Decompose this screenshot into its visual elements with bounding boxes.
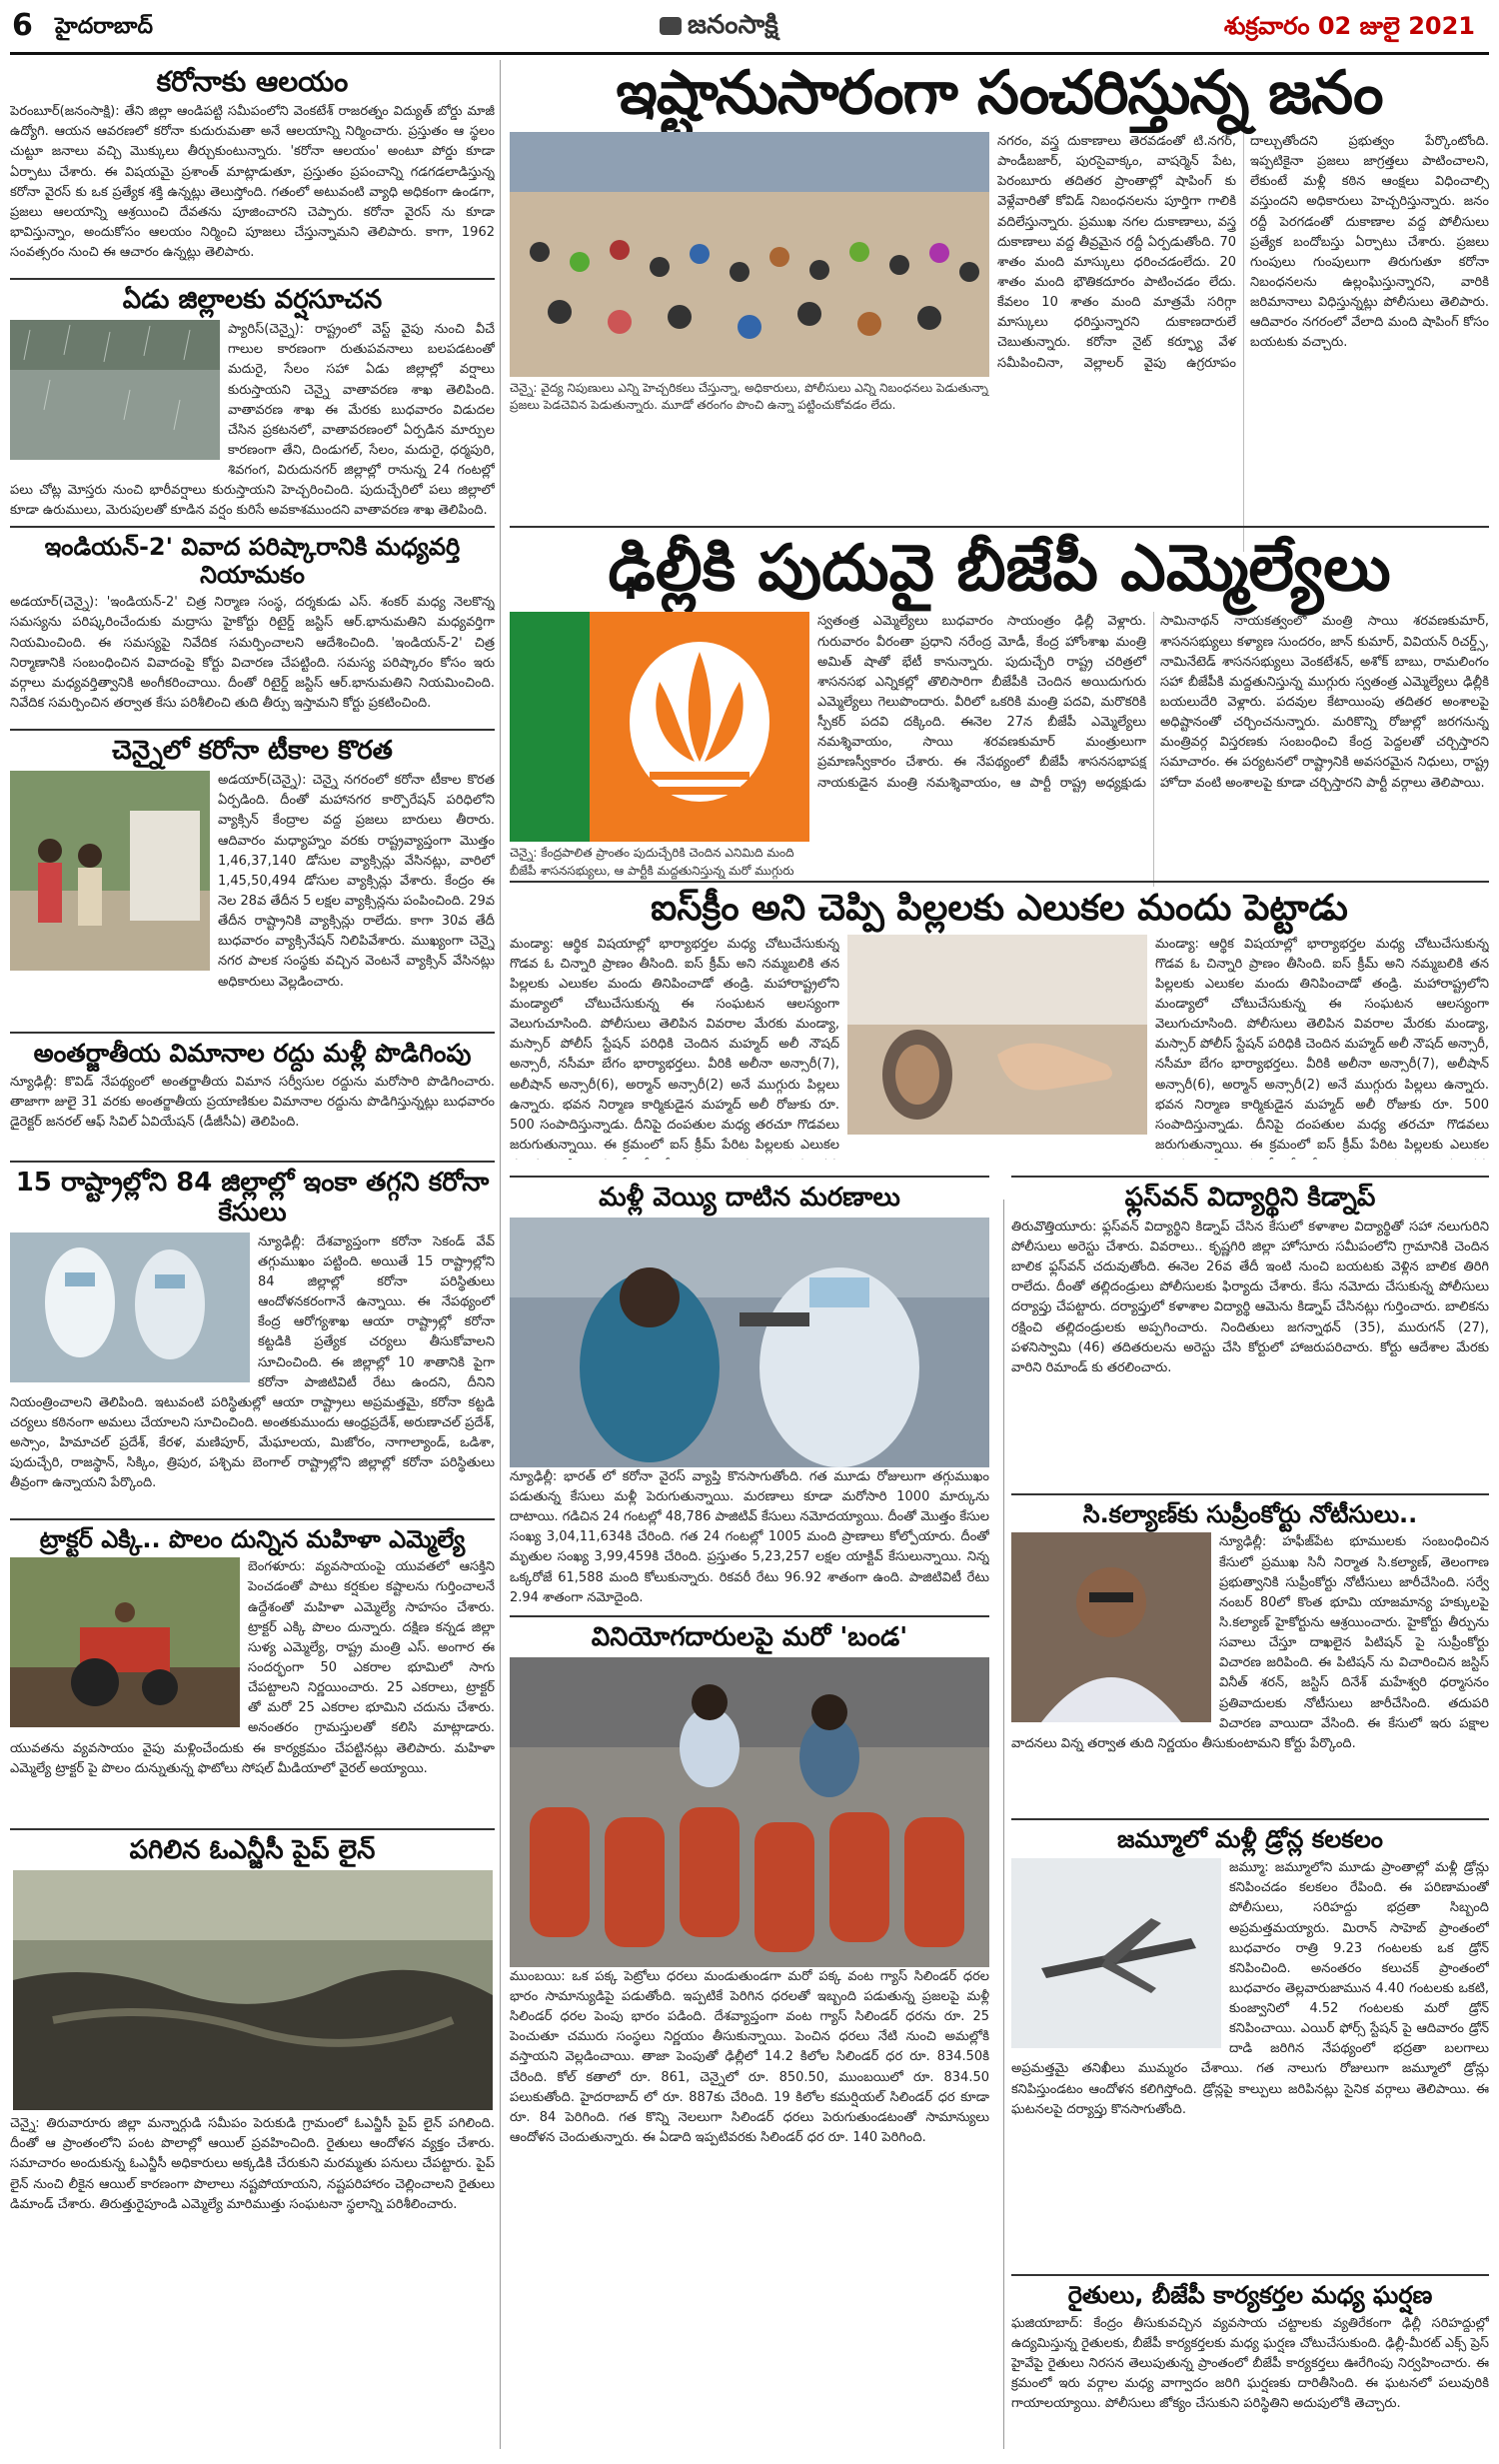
- headline: చెన్నైలో కరోనా టీకాల కొరత: [112, 736, 393, 767]
- headline: ఇండియన్-2' వివాద పరిష్కారానికి మధ్యవర్తి నియామకం: [44, 533, 461, 589]
- article-delhi-bjp: [510, 520, 1489, 878]
- headline: ఏడు జిల్లాలకు వర్షసూచన: [122, 285, 383, 316]
- headline: రైతులు, బీజేపీ కార్యకర్తల మధ్య ఘర్షణ: [1067, 2281, 1433, 2310]
- headline: వినియోగదారులపై మరో 'బండ': [591, 1622, 908, 1652]
- headline: 15 రాష్ట్రాల్లోని 84 జిల్లాల్లో ఇంకా తగ్గని కరోనా కేసులు: [15, 1167, 490, 1228]
- crowd-illustration: [510, 132, 989, 377]
- headline: జమ్మూలో మళ్లీ డ్రోన్ల కలకలం: [1117, 1825, 1383, 1854]
- article-body: బెంగళూరు: వ్యవసాయంపై యువతలో ఆసక్తిని పెంచడంతో పాటు కర్షకుల కష్టాలను గుర్తించాలనే ఉద్దేశంతో మహిళా ఎమ్మెల్యే సాహసం చేశారు. ట్రాక్టర్ ఎక్కి పొలం దున్నారు. దక్షిణ కన్నడ జిల్లా సుళ్య ఎమ్మెల్యే, రాష్ట్ర మంత్రి ఎస్. అంగార ఈ సందర్భంగా 50 ఎకరాల భూమిలో సాగు చేపట్టాలని నిర్ణయించారు. 25 ఎకరాలు, ట్రాక్టర్ తో మరో 25 ఎకరాల భూమిని చదును చేశారు. అనంతరం గ్రామస్తులతో కలిసి మాట్లాడారు. యువతను వ్యవసాయం వైపు మళ్లించేందుకు ఈ కార్యక్రమం చేపట్టినట్లు తెలిపారు. మహిళా ఎమ్మెల్యే ట్రాక్టర్ పై పొలం దున్నుతున్న ఫొటోలు సోషల్ మీడియాలో వైరల్ అయ్యాయి.: [10, 1559, 495, 1776]
- article-body-continued: మండ్యా: ఆర్థిక విషయాల్లో భార్యాభర్తల మధ్య చోటుచేసుకున్న గొడవ ఓ చిన్నారి ప్రాణం తీసింది. ఐస్ క్రీమ్ అని నమ్మబలికి తన పిల్లలకు ఎలుకల మందు తినిపించాడో తండ్రి. మహారాష్ట్రలోని మండ్యాలో చోటుచేసుకున్న ఈ సంఘటన ఆలస్యంగా వెలుగుచూసింది. పోలీసులు తెలిపిన వివరాల మేరకు మండ్యా, మస్సార్ పోలీస్ స్టేషన్ పరిధికి చెందిన మహ్మద్ అలీ నౌషద్ అన్సారీ, నసీమా బేగం భార్యాభర్తలు. వీరికి అలీనా అన్సారీ(7), అలీషాన్ అన్సారీ(6), అర్మాన్ అన్సారీ(2) అనే ముగ్గురు పిల్లలు ఉన్నారు. భవన నిర్మాణ కార్మికుడైన మహ్మద్ అలీ రోజుకు రూ. 500 సంపాదిస్తున్నాడు. దీనిపై దంపతుల మధ్య తరచూ గొడవలు జరుగుతున్నాయి. ఈ క్రమంలో ఐస్ క్రీమ్ పేరిట పిల్లలకు ఎలుకల: [1155, 936, 1489, 1153]
- article-deaths: [510, 1170, 989, 1605]
- article-jammu: [1011, 1818, 1489, 2268]
- lpg-cylinders-illustration: [510, 1657, 989, 1967]
- divider: [510, 881, 1489, 883]
- divider: [10, 1032, 495, 1034]
- divider: [510, 526, 1489, 528]
- column-divider: [1003, 1200, 1004, 2449]
- article-body: అడయార్(చెన్నై): చెన్నై నగరంలో కరోనా టీకాల కొరత ఏర్పడింది. దీంతో మహానగర కార్పొరేషన్ పరిధిలోని వ్యాక్సిన్ కేంద్రాల వద్ద ప్రజలు బారులు తీరారు. ఆదివారం మధ్యాహ్నం వరకు రాష్ట్రవ్యాప్తంగా మొత్తం 1,46,37,140 డోసుల వ్యాక్సిన్లు వేసినట్లు, వారిలో 1,45,50,494 డోసుల వ్యాక్సిన్లు వేశారు. కేంద్రం ఈ నెల 28వ తేదీన 5 లక్షల వ్యాక్సిన్లను పంపించింది. 29వ తేదీన రాష్ట్రానికి వ్యాక్సిన్లు రాలేదు. కాగా 30వ తేదీ బుధవారం వ్యాక్సినేషన్ నిలిపివేశారు. ముఖ్యంగా చెన్నై నగర పాలక సంస్థకు వచ్చిన వెంటనే వ్యాక్సిన్ వేసినట్లు అధికారులు వెల్లడించారు.: [218, 773, 495, 990]
- divider: [10, 526, 495, 528]
- newspaper-logo: [660, 10, 778, 46]
- headline: సి.కల్యాణ్‌కు సుప్రీంకోర్టు నోటీసులు..: [1082, 1499, 1418, 1528]
- article-icecream: [510, 875, 1489, 1165]
- ppe-workers-illustration: [10, 1232, 250, 1382]
- article-rain-forecast: [10, 286, 495, 520]
- headline: పగిలిన ఓఎన్జీసీ పైప్ లైన్: [129, 1835, 376, 1866]
- divider: [10, 1161, 495, 1163]
- article-flaswan: [1011, 1176, 1489, 1487]
- article-body: న్యూఢిల్లీ: హఫీజ్‌పేట భూములకు సంబంధించిన కేసులో ప్రముఖ సినీ నిర్మాత సి.కల్యాణ్, తెలంగాణ ప్రభుత్వానికి సుప్రీంకోర్టు నోటీసులు జారీచేసింది. సర్వే నంబర్ 80లో కొంత భూమి యాజమాన్య హక్కులపై సి.కల్యాణ్ హైకోర్టును ఆశ్రయించారు. హైకోర్టు తీర్పును సవాలు చేస్తూ దాఖలైన పిటిషన్ పై సుప్రీంకోర్టు విచారణ జరిపింది. ఈ పిటిషన్ ను విచారించిన జస్టిస్ వినీత్ శరన్, జస్టిస్ దినేశ్ మహేశ్వరి ధర్మాసనం ప్రతివాదులకు నోటీసులు జారీచేసింది. తదుపరి విచారణ వాయిదా వేసింది. ఈ కేసులో ఇరు పక్షాల వాదనలు విన్న తర్వాత తుది నిర్ణయం తీసుకుంటామని కోర్టు పేర్కొంది.: [1011, 1534, 1489, 1751]
- divider: [510, 1176, 989, 1178]
- article-body: మండ్యా: ఆర్థిక విషయాల్లో భార్యాభర్తల మధ్య చోటుచేసుకున్న గొడవ ఓ చిన్నారి ప్రాణం తీసింది. ఐస్ క్రీమ్ అని నమ్మబలికి తన పిల్లలకు ఎలుకల మందు తినిపించాడో తండ్రి. మహారాష్ట్రలోని మండ్యాలో చోటుచేసుకున్న ఈ సంఘటన ఆలస్యంగా వెలుగుచూసింది. పోలీసులు తెలిపిన వివరాల మేరకు మండ్యా, మస్సార్ పోలీస్ స్టేషన్ పరిధికి చెందిన మహ్మద్ అలీ నౌషద్ అన్సారీ, నసీమా బేగం భార్యాభర్తలు. వీరికి అలీనా అన్సారీ(7), అలీషాన్ అన్సారీ(6), అర్మాన్ అన్సారీ(2) అనే ముగ్గురు పిల్లలు ఉన్నారు. భవన నిర్మాణ కార్మికుడైన మహ్మద్ అలీ రోజుకు రూ. 500 సంపాదిస్తున్నాడు. దీనిపై దంపతుల మధ్య తరచూ గొడవలు జరుగుతున్నాయి. ఈ క్రమంలో ఐస్ క్రీమ్ పేరిట పిల్లలకు ఎలుకల: [510, 936, 839, 1153]
- article-body: అడయార్(చెన్నై): 'ఇండియన్-2' చిత్ర నిర్మాణ సంస్థ, దర్శకుడు ఎస్. శంకర్ మధ్య నెలకొన్న సమస్యను పరిష్కరించేందుకు మద్రాసు హైకోర్టు రిటైర్డ్ జస్టిస్ ఆర్.భానుమతిని మధ్యవర్తిగా నియమించింది. ఈ సమస్యపై నివేదిక సమర్పించాలని ఆదేశించింది. 'ఇండియన్-2' చిత్ర నిర్మాణానికి సంబంధించిన వివాదంపై కోర్టు విచారణ చేపట్టింది. సమస్య పరిష్కారం కోసం ఇరు వర్గాలు మధ్యవర్తిత్వానికి అంగీకరించాయి. దీంతో రిటైర్డ్ జస్టిస్ ఆర్.భానుమతిని నియమించింది. నివేదిక సమర్పించిన తర్వాత కేసు పరిశీలించి తుది తీర్పు ఇస్తామని కోర్టు ప్రకటించింది.: [10, 595, 495, 711]
- article-body: జమ్మూ: జమ్మూలోని మూడు ప్రాంతాల్లో మళ్లీ డ్రోన్లు కనిపించడం కలకలం రేపింది. ఈ పరిణామంతో పోలీసులు, సరిహద్దు భద్రతా సిబ్బంది అప్రమత్తమయ్యారు. మిరాన్ సాహెబ్ ప్రాంతంలో బుధవారం రాత్రి 9.23 గంటలకు ఒక డ్రోన్ కనిపించింది. అనంతరం కలుచక్ ప్రాంతంలో బుధవారం తెల్లవారుజామున 4.40 గంటలకు ఒకటి, కుంజ్వానిలో 4.52 గంటలకు మరో డ్రోన్ కనిపించాయి. ఎయిర్ ఫోర్స్ స్టేషన్ పై ఆదివారం డ్రోన్ దాడి జరిగిన నేపథ్యంలో భద్రతా బలగాలు అప్రమత్తమై తనిఖీలు ముమ్మరం చేశాయి. గత నాలుగు రోజులుగా జమ్మూలో డ్రోన్లు కనిపిస్తుండటం ఆందోళన కలిగిస్తోంది. డ్రోన్లపై కాల్పులు జరిపినట్లు సైనిక వర్గాలు తెలిపాయి. ఈ ఘటనలపై దర్యాప్తు కొనసాగుతోంది.: [1011, 1860, 1489, 2117]
- right-column: [1011, 1170, 1489, 2449]
- article-body: ముంబయి: ఒక పక్క పెట్రోలు ధరలు మండుతుండగా మరో పక్క వంట గ్యాస్ సిలిండర్ ధరల భారం సామాన్యుడిపై పడుతోంది. ఇప్పటికే పెరిగిన ధరలతో ఇబ్బంది పడుతున్న ప్రజలపై మళ్లీ సిలిండర్ ధరల పెంపు భారం పడింది. దేశవ్యాప్తంగా వంట గ్యాస్ సిలిండర్ ధరను రూ. 25 పెంచుతూ చమురు సంస్థలు నిర్ణయం తీసుకున్నాయి. పెంచిన ధరలు నేటి నుంచి అమల్లోకి వస్తాయని వెల్లడించాయి. తాజా పెంపుతో ఢిల్లీలో 14.2 కిలోల సిలిండర్ ధర రూ. 834.50కి చేరింది. కోల్ కతాలో రూ. 861, చెన్నైలో రూ. 850.50, ముంబయిలో రూ. 834.50 పలుకుతోంది. హైదరాబాద్ లో రూ. 887కు చేరింది. 19 కిలోల కమర్షియల్ సిలిండర్ ధర కూడా రూ. 84 పెరిగింది. గత కొన్ని నెలలుగా సిలిండర్ ధరలు పెరుగుతుండటంతో సామాన్యులు ఆందోళన చెందుతున్నారు. ఈ ఏడాది ఇప్పటివరకు సిలిండర్ ధర రూ. 140 పెరిగింది.: [510, 1968, 989, 2146]
- article-body: న్యూఢిల్లీ: భారత్ లో కరోనా వైరస్ వ్యాప్తి కొనసాగుతోంది. గత మూడు రోజులుగా తగ్గుముఖం పడుతున్న కేసులు మళ్లీ పెరుగుతున్నాయి. మరణాలు కూడా మరోసారి 1000 మార్కును దాటాయి. గడిచిన 24 గంటల్లో 48,786 పాజిటివ్ కేసులు నమోదయ్యాయి. దీంతో మొత్తం కేసుల సంఖ్య 3,04,11,634కి చేరింది. గత 24 గంటల్లో 1005 మంది ప్రాణాలు కోల్పోయారు. దీంతో మృతుల సంఖ్య 3,99,459కి చేరింది. ప్రస్తుతం 5,23,257 లక్షల యాక్టివ్ కేసులున్నాయి. నిన్న ఒక్కరోజే 61,588 మంది కోలుకున్నారు. రికవరీ రేటు 96.92 శాతంగా ఉంది. పాజిటివిటీ రేటు 2.94 శాతంగా నమోదైంది.: [510, 1468, 989, 1605]
- headline: ఫ్లస్‌వన్ విద్యార్థిని కిడ్నాప్: [1124, 1183, 1376, 1213]
- edition-city: హైదరాబాద్: [55, 14, 153, 39]
- drone-photo: [1011, 1858, 1221, 2048]
- article-ongc: [10, 1836, 495, 2254]
- divider: [1011, 2274, 1489, 2276]
- article-body: పెరంబూర్(జనంసాక్షి): తేని జిల్లా ఆండిపట్టి సమీపంలోని వెంకటేశ్ రాజరత్నం విద్యుత్ బోర్డు మాజీ ఉద్యోగి. ఆయన ఆవరణలో కరోనా కుదురుమతా అనే ఆలయాన్ని నిర్మించారు. ప్రస్తుతం ఆ స్థలం చుట్టూ జనాలు వచ్చి మొక్కులు తీర్చుకుంటున్నారు. 'కరోనా ఆలయం' అంటూ పోర్డు కూడా ఏర్పాటు చేశారు. ఈ విషయమై ప్రశాంత్ మాట్లాడుతూ, ప్రస్తుతం ప్రపంచాన్ని గడగడలాడిస్తున్న కరోనా వైరస్ కు ఒక ప్రత్యేక శక్తి ఉన్నట్లు తెలుస్తోంది. గతంలో అటువంటి వ్యాధి అధికంగా ఉండగా, ప్రజలు ఆలయాన్ని ఆశ్రయించి దేవతను పూజించారని చెప్పారు. కరోనా వైరస్ ను కూడా భావిస్తున్నాం, అందుకోసం ఆలయం నిర్మించి పూజలు చేస్తున్నామని తెలిపారు. కాగా, 1962 సంవత్సరం నుంచి ఈ ఆచారం ఉన్నట్లు తెలిపారు.: [10, 104, 495, 261]
- article-body: తిరువొత్తియూరు: ఫ్లస్‌వన్ విద్యార్థిని కిడ్నాప్ చేసిన కేసులో కళాశాల విద్యార్థితో సహా నలుగురిని పోలీసులు అరెస్టు చేశారు. వివరాలు.. కృష్ణగిరి జిల్లా హోసూరు సమీపంలోని గ్రామానికి చెందిన బాలిక ఫ్లస్‌వన్ చదువుతోంది. ఈనెల 26వ తేదీ ఇంటి నుంచి బయటకు వెళ్లిన బాలిక తిరిగి రాలేదు. దీంతో తల్లిదండ్రులు పోలీసులకు ఫిర్యాదు చేశారు. కేసు నమోదు చేసుకున్న పోలీసులు దర్యాప్తు చేపట్టారు. దర్యాప్తులో కళాశాల విద్యార్థి ఆమెను కిడ్నాప్ చేసినట్లు గుర్తించారు. బాలికను రక్షించి తల్లిదండ్రులకు అప్పగించారు. నిందితులు జగన్నాథన్ (35), మురుగన్ (27), పళనిస్వామి (46) తదితరులను అరెస్టు చేసి కోర్టులో హాజరుపరిచారు. కోర్టు ఆదేశాల మేరకు వారిని రిమాండ్ కు తరలించారు.: [1011, 1219, 1489, 1375]
- article-tractor: [10, 1526, 495, 1823]
- masthead-rule: [10, 52, 1489, 55]
- divider: [10, 1828, 495, 1830]
- article-body: స్వతంత్ర ఎమ్మెల్యేలు బుధవారం సాయంత్రం ఢిల్లీ వెళ్లారు. గురువారం వీరంతా ప్రధాని నరేంద్ర మోడీ, కేంద్ర హోంశాఖ మంత్రి అమిత్ షాతో భేటీ కానున్నారు. పుదుచ్చేరి రాష్ట్ర చరిత్రలో శాసనసభ ఎన్నికల్లో తొలిసారిగా బీజేపీకి చెందిన అయిదుగురు ఎమ్మెల్యేలు గెలుపొందారు. వీరిలో ఒకరికి మంత్రి పదవి, మరొకరికి స్పీకర్ పదవి దక్కింది. ఈనెల 27న బీజేపీ ఎమ్మెల్యేలు నమశ్శివాయం, సాయి శరవణకుమార్ మంత్రులుగా ప్రమాణస్వీకారం చేశారు. ఈ నేపథ్యంలో బీజేపీ శాసనసభాపక్ష నాయకుడైన మంత్రి నమశ్శివాయం, ఆ పార్టీ రాష్ట్ర అధ్యక్షుడు సామినాథన్ నాయకత్వంలో మంత్రి సాయి శరవణకుమార్, శాసనసభ్యులు కళ్యాణ సుందరం, జాన్ కుమార్, వివియన్ రిచర్డ్స్, నామినేటెడ్ శాసనసభ్యులు వెంకటేశన్, అశోక్ బాబు, రామలింగం సహా బీజేపీకి మద్దతునిస్తున్న ముగ్గురు స్వతంత్ర ఎమ్మెల్యేలు ఢిల్లీకి బయలుదేరి వెళ్లారు. పదవుల కేటాయింపు తదితర అంశాలపై అధిష్టానంతో చర్చించనున్నారు. మరికొన్ని రోజుల్లో జరగనున్న మంత్రివర్గ విస్తరణకు సంబంధించి కేంద్ర పెద్దలతో చర్చిస్తారని సమాచారం. ఈ పర్యటనలో రాష్ట్రానికి అవసరమైన నిధులు, రాష్ట్ర హోదా వంటి అంశాలపై కూడా చర్చిస్తారని పార్టీ వర్గాలు తెలిపాయి.: [817, 614, 1489, 791]
- issue-date: శుక్రవారం 02 జులై 2021: [1223, 12, 1475, 40]
- article-body: ఘజియాబాద్: కేంద్రం తీసుకువచ్చిన వ్యవసాయ చట్టాలకు వ్యతిరేకంగా ఢిల్లీ సరిహద్దుల్లో ఉద్యమిస్తున్న రైతులకు, బీజేపీ కార్యకర్తలకు మధ్య ఘర్షణ చోటుచేసుకుంది. ఢిల్లీ-మీరట్ ఎక్స్ ప్రెస్ హైవేపై రైతులు నిరసన తెలుపుతున్న ప్రాంతంలో బీజేపీ కార్యకర్తలు ఊరేగింపు నిర్వహించారు. ఈ క్రమంలో ఇరు వర్గాల మధ్య వాగ్వాదం జరిగి ఘర్షణకు దారితీసింది. ఈ ఘటనలో పలువురికి గాయాలయ్యాయి. పోలీసులు జోక్యం చేసుకుని పరిస్థితిని అదుపులోకి తెచ్చారు.: [1011, 2315, 1489, 2412]
- article-body: న్యూఢిల్లీ: కొవిడ్ నేపథ్యంలో అంతర్జాతీయ విమాన సర్వీసుల రద్దును మరోసారి పొడిగించారు. తాజాగా జులై 31 వరకు అంతర్జాతీయ ప్రయాణికుల విమానాల రద్దును పొడిగిస్తున్నట్లు బుధవారం డైరెక్టర్ జనరల్ ఆఫ్ సివిల్ ఏవియేషన్ (డీజీసీఏ) తెలిపింది.: [10, 1074, 495, 1131]
- ppe-workers-photo: [10, 1232, 250, 1382]
- headline: ఢిల్లీకి పుదువై బీజేపీ ఎమ్మెల్యేలు: [608, 532, 1391, 606]
- rain-photo: [10, 320, 220, 460]
- page-number: 6: [12, 8, 33, 43]
- tractor-photo: [10, 1557, 240, 1727]
- divider: [1011, 1493, 1489, 1495]
- hand-illustration: [847, 935, 1147, 1135]
- headline: కరోనాకు ఆలయం: [156, 65, 349, 98]
- logo-icon: [660, 17, 682, 35]
- kalyan-photo: [1011, 1532, 1211, 1722]
- article-body: చెన్నై: తిరువారూరు జిల్లా మన్నార్గుడి సమీపం పెరుకుడి గ్రామంలో ఓఎన్జీసీ పైప్ లైన్ పగిలింది. దీంతో ఆ ప్రాంతంలోని పంట పొలాల్లో ఆయిల్ ప్రవహించింది. రైతులు ఆందోళన వ్యక్తం చేశారు. సమాచారం అందుకున్న ఓఎన్జీసీ అధికారులు అక్కడికి చేరుకుని మరమ్మతు పనులు చేపట్టారు. పైప్ లైన్ నుంచి లీకైన ఆయిల్ కారణంగా పొలాలు నష్టపోయాయని, నష్టపరిహారం చెల్లించాలని రైతులు డిమాండ్ చేశారు. తిరుత్తురైపూండి ఎమ్మెల్యే మారిముత్తు సంఘటనా స్థలాన్ని పరిశీలించారు.: [10, 2116, 495, 2212]
- photo-caption: చెన్నై: వైద్య నిపుణులు ఎన్ని హెచ్చరికలు చేస్తున్నా, అధికారులు, పోలీసులు ఎన్ని నిబంధనలు పెడుతున్నా ప్రజలు పెడచెవిన పెడుతున్నారు. మూడో తరంగం పొంచి ఉన్నా పట్టించుకోవడం లేదు.: [510, 381, 988, 413]
- article-bjp-clash: [1011, 2274, 1489, 2464]
- bjp-lotus-photo: [510, 612, 809, 842]
- headline: అంతర్జాతీయ విమానాల రద్దు మళ్లీ పొడిగింపు: [33, 1039, 472, 1069]
- divider: [10, 1518, 495, 1520]
- crowd-photo: [510, 132, 989, 377]
- article-body: న్యూఢిల్లీ: దేశవ్యాప్తంగా కరోనా సెకండ్ వేవ్ తగ్గుముఖం పట్టింది. అయితే 15 రాష్ట్రాల్లోని 84 జిల్లాల్లో కరోనా పరిస్థితులు ఆందోళనకరంగానే ఉన్నాయి. ఈ నేపథ్యంలో కేంద్ర ఆరోగ్యశాఖ ఆయా రాష్ట్రాల్లో కరోనా కట్టడికి ప్రత్యేక చర్యలు తీసుకోవాలని సూచించింది. ఈ జిల్లాల్లో 10 శాతానికి పైగా కరోనా పాజిటివిటీ రేటు ఉందని, దీనిని నియంత్రించాలని తెలిపింది. ఇటువంటి పరిస్థితుల్లో ఆయా రాష్ట్రాలు అప్రమత్తమై, కరోనా కట్టడి చర్యలు కఠినంగా అమలు చేయాలని సూచించింది. అంతకుముందు ఆంధ్రప్రదేశ్, అరుణాచల్ ప్రదేశ్, అస్సాం, హిమాచల్ ప్రదేశ్, కేరళ, మణిపూర్, మేఘాలయ, మిజోరం, నాగాల్యాండ్, ఒడిశా, పుదుచ్చేరి, రాజస్థాన్, సిక్కిం, త్రిపుర, పశ్చిమ బెంగాల్ రాష్ట్రాల్లోని జిల్లాల్లో కరోనా పరిస్థితులు తీవ్రంగా ఉన్నాయని పేర్కొంది.: [10, 1233, 495, 1491]
- photo-caption: చెన్నై: కేంద్రపాలిత ప్రాంతం పుదుచ్చేరికి చెందిన ఎనిమిది మంది బీజేపీ శాసనసభ్యులు, ఆ పార్టీకి మద్దతునిస్తున్న మరో ముగ్గురు: [510, 846, 794, 878]
- divider: [10, 278, 495, 280]
- article-indian2: [10, 534, 495, 723]
- tractor-illustration: [10, 1557, 240, 1727]
- oil-spill-photo: [13, 1870, 493, 2110]
- column-divider: [500, 60, 501, 2449]
- covid-screening-photo: [510, 1218, 989, 1467]
- left-column: [10, 60, 495, 2254]
- article-chennai-vaccine: [10, 737, 495, 1026]
- rain-photo-illustration: [10, 320, 220, 460]
- hand-photo: [847, 935, 1147, 1135]
- headline: మళ్లీ వెయ్యి దాటిన మరణాలు: [599, 1183, 900, 1213]
- article-body: ప్యారిస్(చెన్నై): రాష్ట్రంలో వెస్ట్ వైపు నుంచి వీచే గాలుల కారణంగా రుతుపవనాలు బలపడటంతో మదురై, సేలం సహా ఏడు జిల్లాల్లో వర్షాలు కురుస్తాయని చెన్నై వాతావరణ శాఖ తెలిపింది. వాతావరణ శాఖ ఈ మేరకు బుధవారం విడుదల చేసిన ప్రకటనలో, వాతావరణంలో ఏర్పడిన మార్పుల కారణంగా తేని, దిండుగల్, సేలం, మదురై, ధర్మపురి, శివగంగ, విరుదునగర్ జిల్లాల్లో రానున్న 24 గంటల్లో పలు చోట్ల మోస్తరు నుంచి భారీవర్షాలు కురుస్తాయని హెచ్చరించింది. పుదుచ్చేరిలో పలు జిల్లాలో కూడా ఉరుములు, మెరుపులతో కూడిన వర్షం కురిసే అవకాశముందని వాతావరణ శాఖ తెలిపింది.: [10, 322, 495, 519]
- headline: ట్రాక్టర్ ఎక్కి.. పొలం దున్నిన మహిళా ఎమ్మెల్యే: [39, 1524, 466, 1553]
- article-flights: [10, 1040, 495, 1155]
- lpg-cylinders-photo: [510, 1657, 989, 1967]
- headline: ఇష్టానుసారంగా సంచరిస్తున్న జనం: [616, 58, 1383, 128]
- vaccine-queue-illustration: [10, 771, 210, 971]
- article-kalyan: [1011, 1493, 1489, 1813]
- vaccine-queue-photo: [10, 771, 210, 971]
- divider: [1011, 1176, 1489, 1178]
- oil-spill-illustration: [13, 1870, 493, 2110]
- headline: ఐస్‌క్రీం అని చెప్పి పిల్లలకు ఎలుకల మందు పెట్టాడు: [651, 888, 1348, 929]
- article-84-districts: [10, 1169, 495, 1512]
- divider: [1011, 1818, 1489, 1820]
- kalyan-portrait: [1011, 1532, 1211, 1722]
- drone-icon: [1011, 1858, 1221, 2048]
- article-body: నగరం, వస్త్ర దుకాణాలు తెరవడంతో టి.నగర్, పాండీబజార్, పురసైవాక్కం, వాషర్మెన్ పేట, పెరంబూరు తదితర ప్రాంతాల్లో షాపింగ్ కు వెళ్లేవారితో కోవిడ్ నిబంధనలను పూర్తిగా గాలికి వదిలేస్తున్నారు. ప్రముఖ నగల దుకాణాలు, వస్త్ర దుకాణాలు వద్ద తీవ్రమైన రద్దీ ఏర్పడుతోంది. 70 శాతం మంది మాస్కులు ధరించడంలేదు. 20 శాతం మంది భౌతికదూరం పాటించడం లేదు. కేవలం 10 శాతం మంది మాత్రమే సరిగ్గా మాస్కులు ధరిస్తున్నారని దుకాణదారులే చెబుతున్నారు. కరోనా నైట్ కర్ఫ్యూ వేళ సమీపించినా, వెల్లాలర్ వైపు ఉగ్రరూపం దాల్చుతోందని ప్రభుత్వం పేర్కొంటోంది. ఇప్పటికైనా ప్రజలు జాగ్రత్తలు పాటించాలని, లేకుంటే మళ్లీ కఠిన ఆంక్షలు విధించాల్సి వస్తుందని అధికారులు హెచ్చరిస్తున్నారు. జనం రద్దీ పెరగడంతో దుకాణాల వద్ద పోలీసులు ప్రత్యేక బందోబస్తు ఏర్పాటు చేశారు. ప్రజలు గుంపులు గుంపులుగా తిరుగుతూ కరోనా నిబంధనలను ఉల్లంఘిస్తున్నారని, వారికి జరిమానాలు విధిస్తున్నట్లు పోలీసులు తెలిపారు. ఆదివారం నగరంలో వేలాది మంది షాపింగ్ కోసం బయటకు వచ్చారు.: [997, 134, 1489, 371]
- logo-text: జనంసాక్షి: [688, 10, 778, 40]
- covid-screening-illustration: [510, 1218, 989, 1467]
- bjp-lotus-icon: [510, 612, 809, 842]
- divider: [10, 729, 495, 731]
- article-lpg: [510, 1609, 989, 2449]
- article-corona-temple: [10, 66, 495, 272]
- divider: [510, 1615, 989, 1617]
